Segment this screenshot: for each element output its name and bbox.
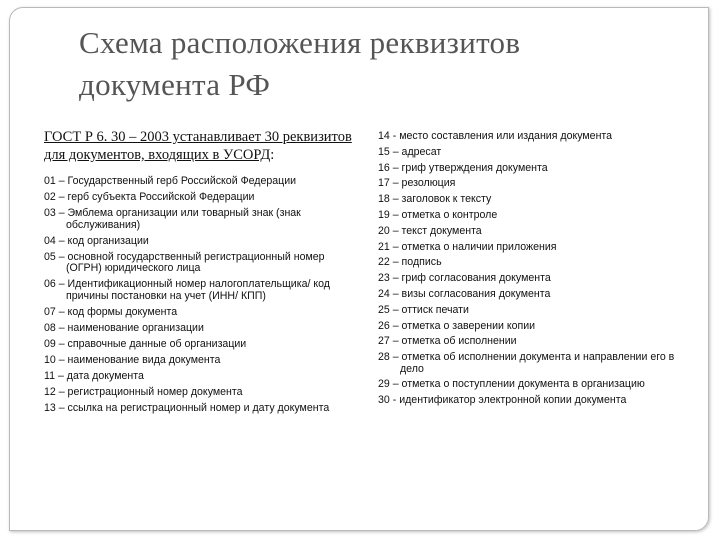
list-item: 20 – текст документа [378,224,482,237]
list-item: 12 – регистрационный номер документа [44,385,243,398]
title-line-1: Схема расположения реквизитов [79,25,521,60]
intro-colon: : [270,147,275,163]
requisites-list-right [378,131,693,407]
slide-title [79,22,679,106]
list-item: 17 – резолюция [378,177,456,190]
list-item: 19 – отметка о контроле [378,208,498,221]
list-item: 09 – справочные данные об организации [44,337,247,350]
list-item: 06 – Идентификационный номер налогоплательщика/ код причины постановки на учет (ИНН/ КПП) [44,278,330,302]
requisites-list-left [44,176,354,414]
list-item: 26 – отметка о заверении копии [378,319,536,332]
list-item: 23 – гриф согласования документа [378,272,551,285]
list-item: 22 – подпись [378,256,442,269]
list-item: 30 - идентификатор электронной копии документа [378,394,627,407]
left-column [44,128,354,419]
list-item: 13 – ссылка на регистрационный номер и дату документа [44,401,330,414]
list-item: 24 – визы согласования документа [378,287,551,300]
list-item: 28 – отметка об исполнении документа и направлении его в дело [378,351,675,375]
list-item: 03 – Эмблема организации или товарный знак (знак обслуживания) [44,207,301,231]
list-item: 07 – код формы документа [44,305,178,318]
list-item: 10 – наименование вида документа [44,353,221,366]
intro-paragraph [44,128,354,164]
intro-underlined-text: ГОСТ Р 6. 30 – 2003 устанавливает 30 реквизитов для документов, входящих в УСОРД [44,129,352,163]
list-item: 05 – основной государственный регистрационный номер (ОГРН) юридического лица [44,250,325,274]
list-item: 04 – код организации [44,234,149,247]
list-item: 27 – отметка об исполнении [378,335,517,348]
list-item: 11 – дата документа [44,369,144,382]
list-item: 08 – наименование организации [44,321,204,334]
right-column [378,131,693,411]
title-line-2: документа РФ [79,67,271,102]
list-item: 18 – заголовок к тексту [378,193,492,206]
list-item: 02 – герб субъекта Российской Федерации [44,191,255,203]
list-item: 01 – Государственный герб Российской Федерации [44,175,297,187]
list-item: 16 – гриф утверждения документа [378,161,548,174]
list-item: 14 - место составления или издания документа [378,130,613,142]
list-item: 25 – оттиск печати [378,303,469,316]
list-item: 15 – адресат [378,145,442,158]
list-item: 29 – отметка о поступлении документа в организацию [378,378,645,391]
list-item: 21 – отметка о наличии приложения [378,240,557,253]
